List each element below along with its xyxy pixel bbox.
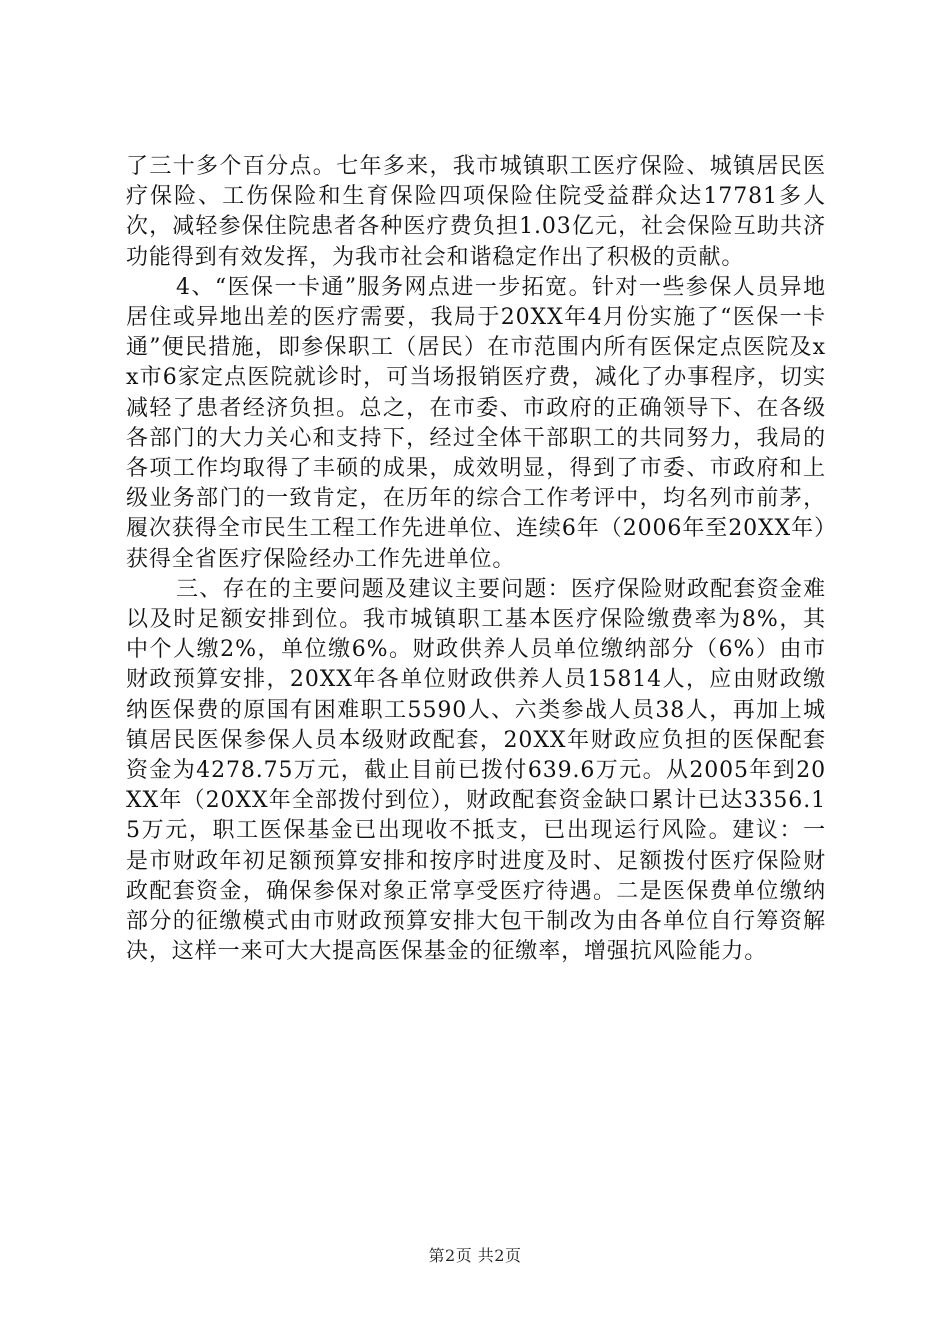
paragraph-medical-card: 4、“医保一卡通”服务网点进一步拓宽。针对一些参保人员异地居住或异地出差的医疗需要，我局于20XX年4月份实施了“医保一卡通”便民措施，即参保职工（居民）在市范围内所有医保定点医院及xx市6家定点医院就诊时，可当场报销医疗费，减化了办事程序，切实减轻了患者经济负担。总之，在市委、市政府的正确领导下、在各级各部门的大力关心和支持下，经过全体干部职工的共同努力，我局的各项工作均取得了丰硕的成果，成效明显，得到了市委、市政府和上级业务部门的一致肯定，在历年的综合工作考评中，均名列市前茅，履次获得全市民生工程工作先进单位、连续6年（2006年至20XX年）获得全省医疗保险经办工作先进单位。 [126,274,826,572]
page-number-label: 第2页 共2页 [428,1246,522,1265]
document-body [126,152,826,967]
page-footer [0,1246,950,1266]
paragraph-problems-suggestions: 三、存在的主要问题及建议主要问题：医疗保险财政配套资金难以及时足额安排到位。我市城镇职工基本医疗保险缴费率为8%，其中个人缴2%，单位缴6%。财政供养人员单位缴纳部分（6%）由市财政预算安排，20XX年各单位财政供养人员15814人，应由财政缴纳医保费的原国有困难职工5590人、六类参战人员38人，再加上城镇居民医保参保人员本级财政配套，20XX年财政应负担的医保配套资金为4278.75万元，截止目前已拨付639.6万元。从2005年到20XX年（20XX年全部拨付到位），财政配套资金缺口累计已达3356.15万元，职工医保基金已出现收不抵支，已出现运行风险。建议：一是市财政年初足额预算安排和按序时进度及时、足额拨付医疗保险财政配套资金，确保参保对象正常享受医疗待遇。二是医保费单位缴纳部分的征缴模式由市财政预算安排大包干制改为由各单位自行筹资解决，这样一来可大大提高医保基金的征缴率，增强抗风险能力。 [126,576,826,965]
paragraph-continued: 了三十多个百分点。七年多来，我市城镇职工医疗保险、城镇居民医疗保险、工伤保险和生育保险四项保险住院受益群众达17781多人次，减轻参保住院患者各种医疗费负担1.03亿元，社会保险互助共济功能得到有效发挥，为我市社会和谐稳定作出了积极的贡献。 [126,154,826,270]
